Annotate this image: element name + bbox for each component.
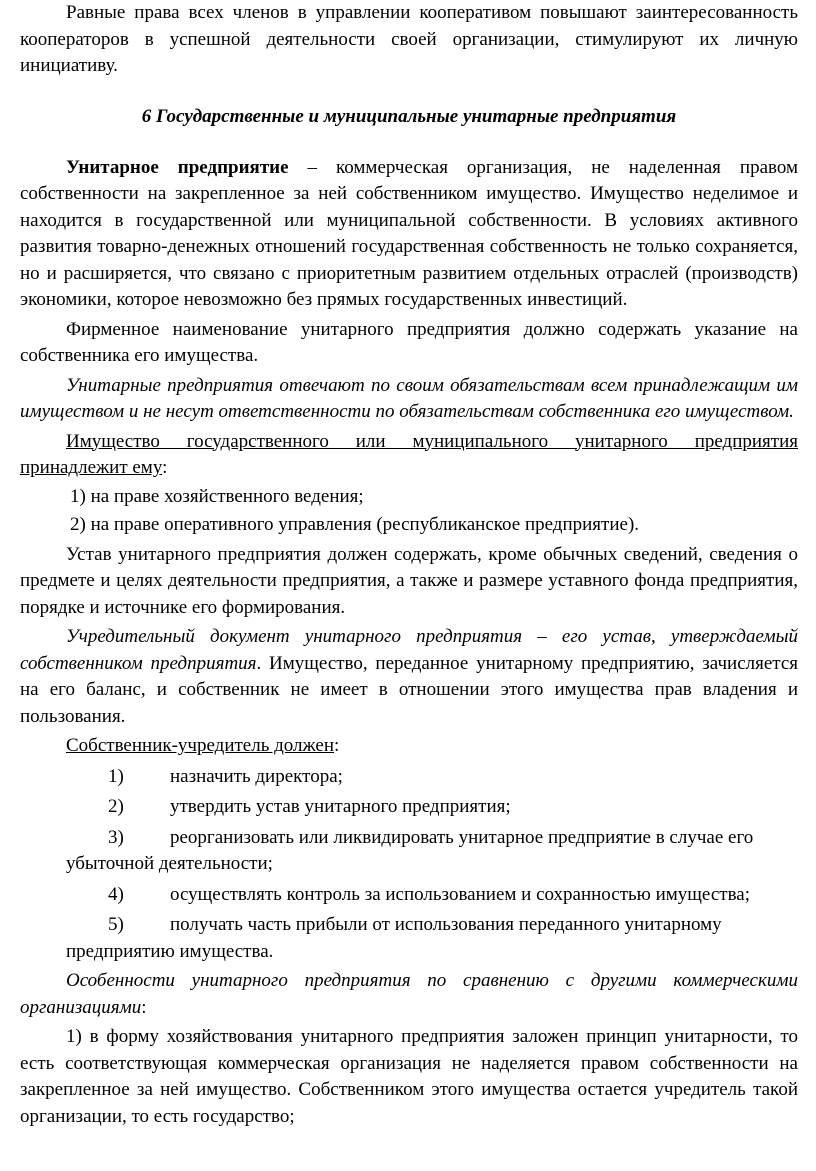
duty-continuation: предприятию имущества. (66, 940, 274, 962)
colon: : (141, 996, 147, 1018)
duty-continuation: убыточной деятельности; (66, 853, 273, 874)
paragraph-founding-document (20, 624, 798, 730)
duty-item-1 (20, 764, 798, 791)
colon: : (334, 735, 340, 756)
term-unitary-enterprise: Унитарное предприятие (66, 156, 289, 178)
paragraph-unitarity-principle: 1) в форму хозяйствования унитарного предприятия заложен принцип унитарности, то есть соответствующая коммерческая организация не наделяется правом собственности на закрепленное за ней имущество. Собственником этого имущества остается учредитель такой организации, то есть государство; (20, 1026, 798, 1127)
italic-features: Особенности унитарного предприятия по сравнению с другими коммерческими организациями (20, 970, 798, 1018)
duty-number: 5) (108, 914, 124, 935)
duty-text: реорганизовать или ликвидировать унитарное предприятие в случае его (170, 826, 754, 848)
paragraph-firm-name: Фирменное наименование унитарного предприятия должно содержать указание на собственника его имущества. (20, 318, 798, 366)
duty-number: 1) (108, 765, 124, 787)
duty-text: назначить директора; (170, 765, 343, 787)
underlined-property-statement: Имущество государственного или муниципального унитарного предприятия принадлежит ему (20, 430, 798, 478)
duty-item-2 (20, 794, 798, 821)
duty-number: 4) (108, 883, 124, 905)
duty-number: 2) (108, 796, 124, 817)
duty-number: 3) (108, 826, 124, 848)
paragraph-cooperative-rights: Равные права всех членов в управлении кооперативом повышают заинтересованность кооператоров в успешной деятельности своей организации, стимулируют их личную инициативу. (20, 2, 798, 76)
paragraph-charter: Устав унитарного предприятия должен содержать, кроме обычных сведений, сведения о предмете и целях деятельности предприятия, а также и размере уставного фонда предприятия, порядке и источнике его формирования. (20, 543, 798, 618)
italic-founding-document: Учредительный документ унитарного предприятия – его устав, утверждаемый собственником предприятия (20, 626, 798, 674)
definition-text: – коммерческая организация, не наделенная правом собственности на закрепленное за ней собственником имущество. Имущество неделимое и находится в государственной или муниципальной собственности. В условиях активного развития товарно-денежных отношений государственная собственность не только сохраняется, но и расширяется, что связано с приоритетным развитием отдельных отраслей (производств) экономики, которое невозможно без прямых государственных инвестиций. (20, 156, 799, 310)
duty-text: получать часть прибыли от использования переданного унитарному (170, 914, 722, 935)
paragraph-unitary-definition (20, 155, 798, 314)
underlined-owner-must: Собственник-учредитель должен (66, 735, 335, 756)
duty-item-3 (20, 825, 798, 852)
founding-document-text: . Имущество, переданное унитарному предприятию, зачисляется на его баланс, и собственник не имеет в отношении этого имущества прав владения и пользования. (20, 652, 798, 727)
colon: : (162, 457, 168, 478)
paragraph-property-belongs (20, 429, 798, 482)
paragraph-liability: Унитарные предприятия отвечают по своим обязательствам всем принадлежащим им имуществом и не несут ответственности по обязательствам собственника его имуществом. (20, 374, 798, 422)
duty-text: осуществлять контроль за использованием и сохранностью имущества; (170, 883, 751, 905)
paragraph-owner-must (20, 733, 798, 760)
paragraph-features (20, 968, 798, 1021)
duty-item-5 (20, 912, 798, 939)
duty-item-4 (20, 882, 798, 909)
duty-text: утвердить устав унитарного предприятия; (170, 796, 511, 817)
section-heading: 6 Государственные и муниципальные унитарные предприятия (141, 105, 677, 127)
right-item-2: 2) на праве оперативного управления (республиканское предприятие). (70, 514, 640, 535)
right-item-1: 1) на праве хозяйственного ведения; (70, 485, 364, 507)
duties-list (20, 764, 798, 966)
